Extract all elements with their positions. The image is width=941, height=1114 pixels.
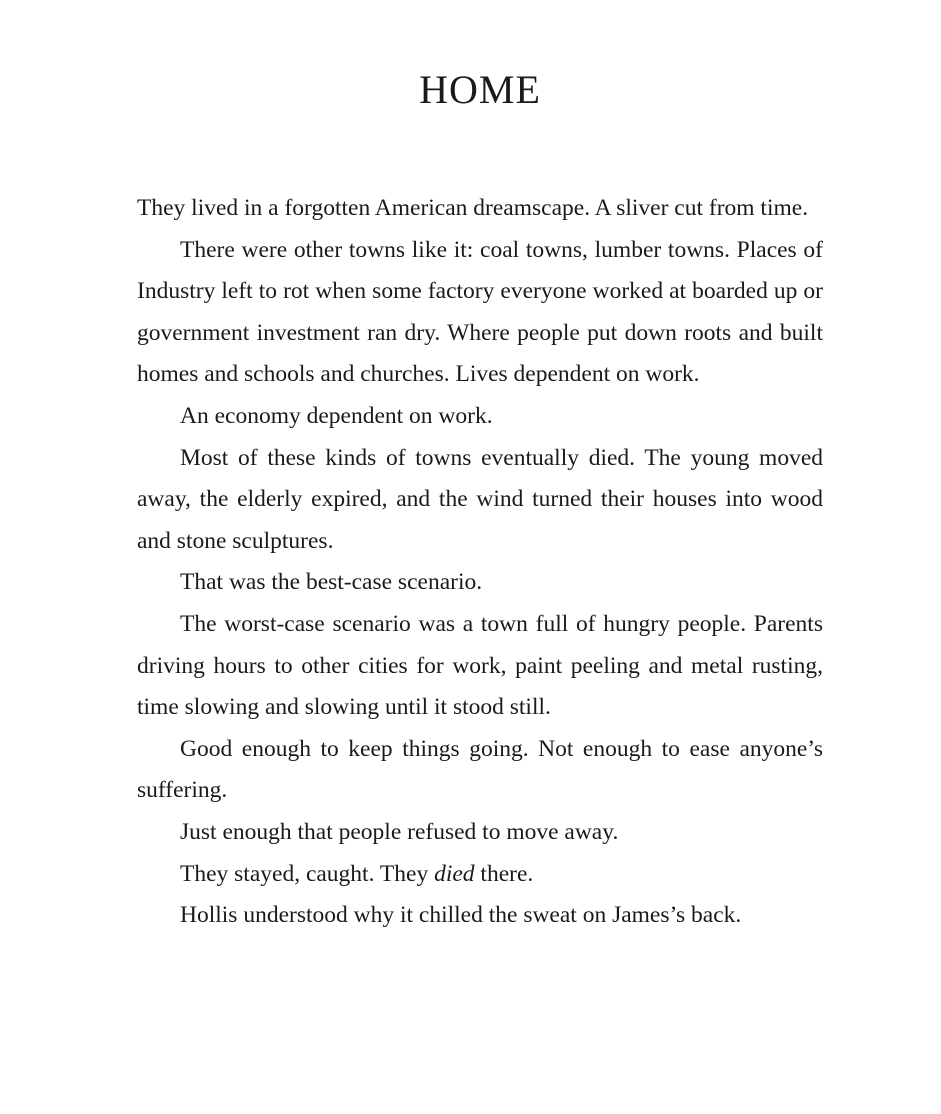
paragraph: The worst-case scenario was a town full of hungry people. Parents driving hours to other cities for work, paint peeling and metal rusting, time slowing and slowing until it stood still.	[137, 610, 823, 721]
paragraph-text: there.	[474, 860, 534, 887]
paragraph: Good enough to keep things going. Not enough to ease anyone’s suffering.	[137, 735, 823, 804]
paragraph-text: They stayed, caught. They	[180, 860, 435, 887]
paragraph: Hollis understood why it chilled the sweat on James’s back.	[180, 902, 742, 929]
paragraph: Most of these kinds of towns eventually died. The young moved away, the elderly expired, and the wind turned their houses into wood and stone sculptures.	[137, 444, 823, 554]
paragraph: They lived in a forgotten American dreamscape. A sliver cut from time.	[137, 195, 809, 221]
chapter-body	[137, 188, 823, 937]
paragraph	[137, 854, 823, 896]
paragraph: Just enough that people refused to move away.	[180, 818, 619, 845]
chapter-title: HOME	[419, 67, 541, 112]
paragraph: There were other towns like it: coal towns, lumber towns. Places of Industry left to rot when some factory everyone worked at boarded up or government investment ran dry. Where people put down roots and built homes and schools and churches. Lives dependent on work.	[137, 236, 823, 388]
paragraph: That was the best-case scenario.	[180, 569, 483, 596]
emphasized-word: died	[434, 860, 475, 887]
paragraph: An economy dependent on work.	[180, 402, 493, 429]
